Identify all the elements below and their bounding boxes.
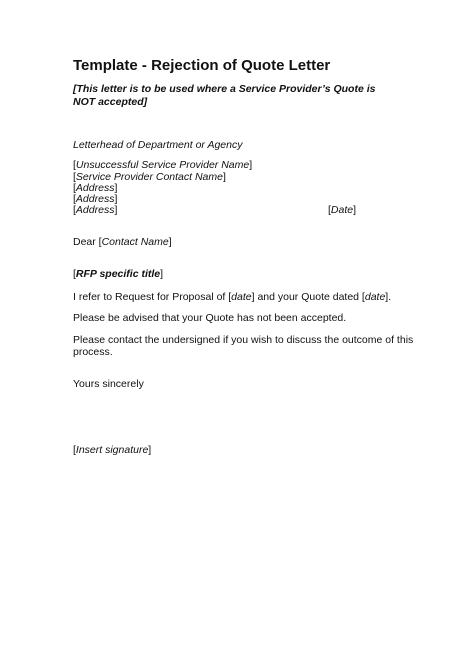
- rfp-title-line: [RFP specific title]: [73, 268, 164, 280]
- closing: Yours sincerely: [73, 378, 144, 390]
- rfp-title-placeholder: RFP specific title: [75, 268, 161, 280]
- address-line-3: [Address]: [73, 204, 118, 216]
- salutation-suffix: ]: [168, 236, 172, 248]
- contact-name-line: [Service Provider Contact Name]: [73, 171, 226, 183]
- usage-note-close-bracket: ]: [143, 96, 148, 108]
- salutation: [73, 237, 172, 249]
- usage-note-open-bracket: [: [73, 83, 77, 95]
- paragraph-contact-line-1: Please contact the undersigned if you wish to discuss the outcome of this: [73, 334, 414, 346]
- rfp-date-placeholder: date: [231, 291, 252, 303]
- address-line-2: [Address]: [73, 193, 118, 205]
- provider-name-placeholder: Unsuccessful Service Provider Name: [75, 159, 250, 171]
- refer-text-3: ].: [385, 291, 392, 303]
- usage-note: [73, 83, 393, 109]
- usage-note-text: This letter is to be used where a Service Provider’s Quote is NOT accepted: [73, 83, 376, 108]
- refer-text-1: I refer to Request for Proposal of [: [73, 291, 232, 303]
- address-placeholder-3: Address: [75, 204, 115, 216]
- refer-text-2: ] and your Quote dated [: [251, 291, 365, 303]
- salutation-contact-placeholder: Contact Name: [101, 236, 169, 248]
- address-placeholder-1: Address: [75, 182, 115, 194]
- quote-date-placeholder: date: [364, 291, 386, 303]
- signature-placeholder: Insert signature: [75, 444, 149, 456]
- paragraph-advised: Please be advised that your Quote has not been accepted.: [73, 312, 347, 324]
- provider-name-line: [Unsuccessful Service Provider Name]: [73, 159, 253, 171]
- address-line-1: [Address]: [73, 182, 118, 194]
- salutation-prefix: Dear [: [73, 236, 102, 248]
- document-title: Template - Rejection of Quote Letter: [73, 57, 331, 74]
- contact-name-placeholder: Service Provider Contact Name: [75, 171, 223, 183]
- date-line: [Date]: [328, 204, 357, 216]
- letterhead-placeholder: Letterhead of Department or Agency: [73, 139, 243, 151]
- address-placeholder-2: Address: [75, 193, 115, 205]
- date-placeholder: Date: [330, 204, 354, 216]
- paragraph-refer: [73, 292, 391, 304]
- paragraph-contact-line-2: process.: [73, 346, 113, 358]
- signature-line: [Insert signature]: [73, 444, 152, 456]
